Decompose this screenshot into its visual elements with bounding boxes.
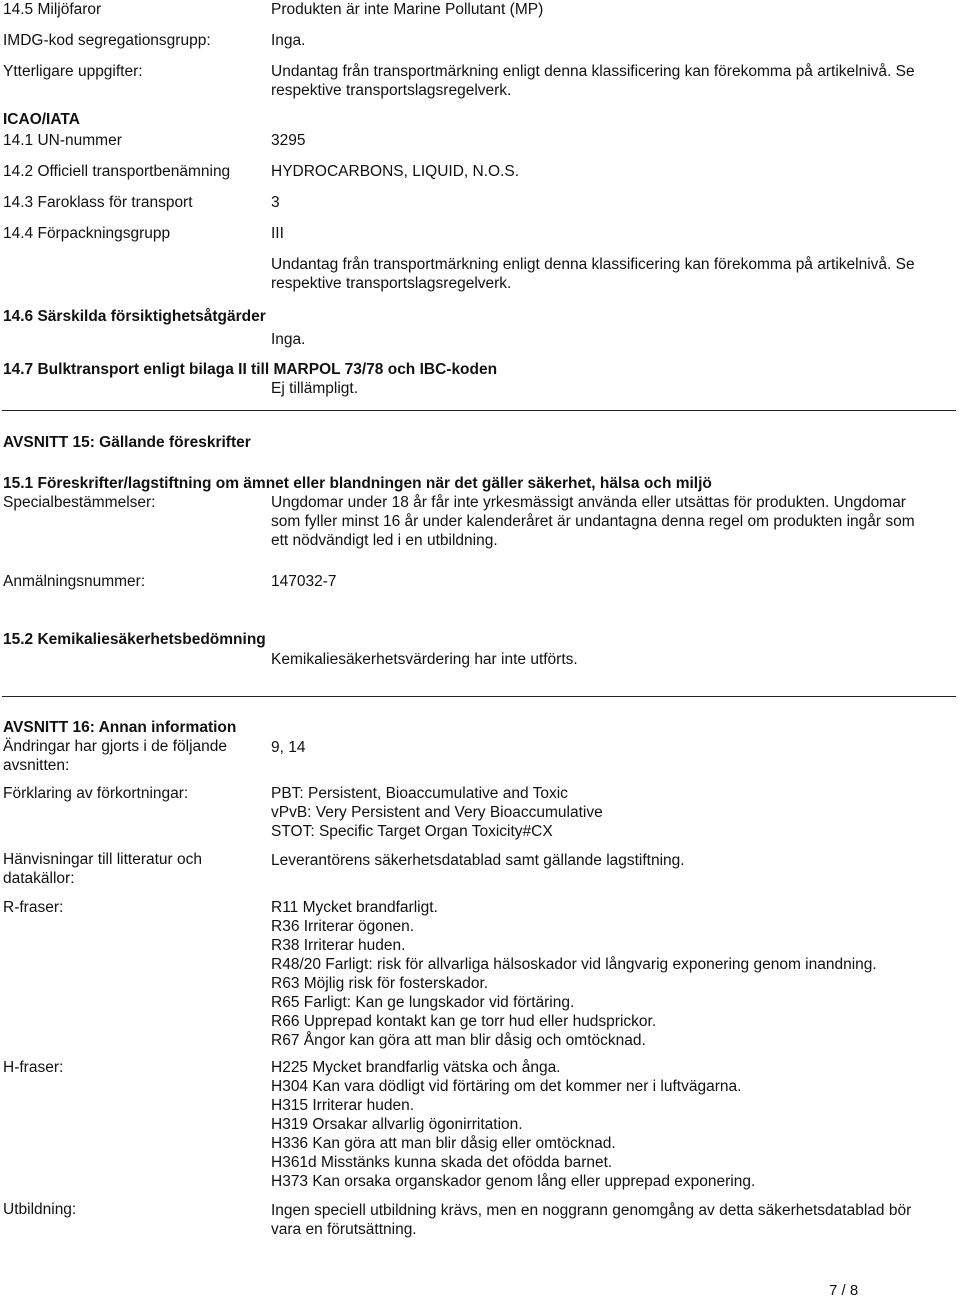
section-16-heading: AVSNITT 16: Annan information (3, 719, 237, 736)
shipping-name-label: 14.2 Officiell transportbenämning (3, 163, 231, 180)
row-15-2-value: Kemikaliesäkerhetsvärdering har inte utförts. (271, 651, 578, 668)
references-label-line1: Hänvisningar till litteratur och (3, 851, 203, 868)
changes-label-line2: avsnitten: (3, 757, 70, 774)
abbreviations-label: Förklaring av förkortningar: (3, 785, 189, 802)
abbreviation-line: vPvB: Very Persistent and Very Bioaccumulative (271, 804, 603, 821)
training-label: Utbildning: (3, 1201, 77, 1218)
r-phrase: R66 Upprepad kontakt kan ge torr hud eller hudsprickor. (271, 1013, 657, 1030)
r-phrase: R38 Irriterar huden. (271, 937, 406, 954)
imdg-value: Inga. (271, 32, 306, 49)
h-phrase: H336 Kan göra att man blir dåsig eller omtöcknad. (271, 1135, 616, 1152)
special-provisions-line2: som fyller minst 16 år under kalenderåret är undantagna denna regel om produkten ingår som (271, 513, 915, 530)
row-15-2-label: 15.2 Kemikaliesäkerhetsbedömning (3, 631, 266, 648)
extra-info-label: Ytterligare uppgifter: (3, 63, 143, 80)
un-number-label: 14.1 UN-nummer (3, 132, 122, 149)
divider-16 (2, 696, 956, 697)
exemption-line2: respektive transportslagsregelverk. (271, 275, 512, 292)
r-phrase: R65 Farligt: Kan ge lungskador vid förtäring. (271, 994, 575, 1011)
hazard-class-label: 14.3 Faroklass för transport (3, 194, 193, 211)
shipping-name-value: HYDROCARBONS, LIQUID, N.O.S. (271, 163, 520, 180)
hazard-class-value: 3 (271, 194, 280, 211)
special-provisions-label: Specialbestämmelser: (3, 494, 156, 511)
r-phrases-label: R-fraser: (3, 899, 64, 916)
changes-value: 9, 14 (271, 739, 306, 756)
training-line1: Ingen speciell utbildning krävs, men en noggrann genomgång av detta säkerhetsdatablad bör (271, 1202, 912, 1219)
training-line2: vara en förutsättning. (271, 1221, 417, 1238)
imdg-label: IMDG-kod segregationsgrupp: (3, 32, 211, 49)
r-phrase: R63 Möjlig risk för fosterskador. (271, 975, 489, 992)
section-15-heading: AVSNITT 15: Gällande föreskrifter (3, 434, 251, 451)
row-14-6-label: 14.6 Särskilda försiktighetsåtgärder (3, 308, 266, 325)
r-phrase: R67 Ångor kan göra att man blir dåsig och omtöcknad. (271, 1032, 646, 1049)
un-number-value: 3295 (271, 132, 306, 149)
references-value: Leverantörens säkerhetsdatablad samt gällande lagstiftning. (271, 852, 685, 869)
exemption-line1: Undantag från transportmärkning enligt denna klassificering kan förekomma på artikelnivå. Se (271, 256, 915, 273)
extra-info-line2: respektive transportslagsregelverk. (271, 82, 512, 99)
h-phrase: H304 Kan vara dödligt vid förtäring om det kommer ner i luftvägarna. (271, 1078, 742, 1095)
registration-label: Anmälningsnummer: (3, 573, 146, 590)
h-phrases-label: H-fraser: (3, 1059, 64, 1076)
icao-heading: ICAO/IATA (3, 111, 80, 128)
abbreviation-line: PBT: Persistent, Bioaccumulative and Toxic (271, 785, 568, 802)
row-14-5-label: 14.5 Miljöfaror (3, 1, 102, 18)
h-phrase: H315 Irriterar huden. (271, 1097, 415, 1114)
special-provisions-line1: Ungdomar under 18 år får inte yrkesmässigt använda eller utsättas för produkten. Ungdomar (271, 494, 906, 511)
row-14-7-label: 14.7 Bulktransport enligt bilaga II till MARPOL 73/78 och IBC-koden (3, 361, 498, 378)
changes-label-line1: Ändringar har gjorts i de följande (3, 738, 228, 755)
packing-group-value: III (271, 225, 284, 242)
extra-info-line1: Undantag från transportmärkning enligt denna klassificering kan förekomma på artikelnivå. Se (271, 63, 915, 80)
row-14-6-value: Inga. (271, 331, 306, 348)
row-14-7-value: Ej tillämpligt. (271, 380, 358, 397)
abbreviation-line: STOT: Specific Target Organ Toxicity#CX (271, 823, 553, 840)
r-phrase: R48/20 Farligt: risk för allvarliga hälsoskador vid långvarig exponering genom inandning. (271, 956, 877, 973)
references-label-line2: datakällor: (3, 870, 75, 887)
r-phrase: R11 Mycket brandfarligt. (271, 899, 438, 916)
registration-value: 147032-7 (271, 573, 337, 590)
h-phrase: H373 Kan orsaka organskador genom lång eller upprepad exponering. (271, 1173, 756, 1190)
divider-15 (2, 410, 956, 411)
r-phrase: R36 Irriterar ögonen. (271, 918, 415, 935)
packing-group-label: 14.4 Förpackningsgrupp (3, 225, 171, 242)
row-14-5-value: Produkten är inte Marine Pollutant (MP) (271, 1, 544, 18)
h-phrase: H225 Mycket brandfarlig vätska och ånga. (271, 1059, 561, 1076)
h-phrase: H319 Orsakar allvarlig ögonirritation. (271, 1116, 523, 1133)
page-number: 7 / 8 (829, 1282, 859, 1299)
row-15-1-heading: 15.1 Föreskrifter/lagstiftning om ämnet eller blandningen när det gäller säkerhet, hälsa och miljö (3, 475, 712, 492)
special-provisions-line3: ett nödvändigt led i en utbildning. (271, 532, 498, 549)
h-phrase: H361d Misstänks kunna skada det ofödda barnet. (271, 1154, 613, 1171)
